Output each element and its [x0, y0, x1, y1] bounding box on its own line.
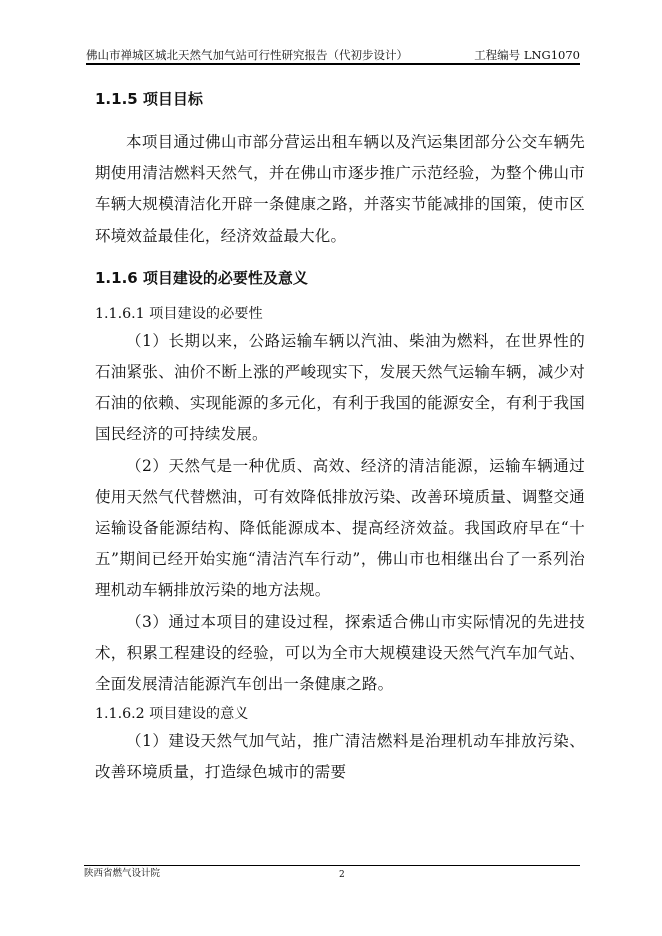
- paragraph-necessity-2: （2）天然气是一种优质、高效、经济的清洁能源，运输车辆通过使用天然气代替燃油，可有效降低排放污染、改善环境质量、调整交通运输设备能源结构、降低能源成本、提高经济效益。我国政府早在“十五”期间已经开始实施“清洁汽车行动”，佛山市也相继出台了一系列治理机动车辆排放污染的地方法规。: [95, 456, 585, 600]
- page-body: [95, 86, 585, 789]
- heading-1-1-6: 1.1.6 项目建设的必要性及意义: [95, 268, 308, 287]
- paragraph-project-goal: 本项目通过佛山市部分营运出租车辆以及汽运集团部分公交车辆先期使用清洁燃料天然气，并在佛山市逐步推广示范经验，为整个佛山市车辆大规模清洁化开辟一条健康之路，并落实节能减排的国策，使市区环境效益最佳化，经济效益最大化。: [95, 133, 585, 245]
- heading-1-1-6-1: 1.1.6.1 项目建设的必要性: [95, 305, 263, 322]
- document-title: 佛山市禅城区城北天然气加气站可行性研究报告（代初步设计）: [86, 48, 408, 62]
- page-number: 2: [339, 870, 345, 880]
- paragraph-significance-1: （1）建设天然气加气站，推广清洁燃料是治理机动车排放污染、改善环境质量，打造绿色城市的需要: [95, 732, 585, 782]
- paragraph-necessity-1: （1）长期以来，公路运输车辆以汽油、柴油为燃料，在世界性的石油紧张、油价不断上涨的严峻现实下，发展天然气运输车辆，减少对石油的依赖、实现能源的多元化，有利于我国的能源安全，有利于我国国民经济的可持续发展。: [95, 331, 585, 444]
- heading-1-1-6-2: 1.1.6.2 项目建设的意义: [95, 706, 249, 723]
- project-number: 工程编号 LNG1070: [474, 48, 580, 62]
- page-header: [86, 45, 580, 65]
- page-footer: [84, 865, 580, 880]
- footer-organization: 陕西省燃气设计院: [84, 868, 161, 879]
- heading-1-1-5: 1.1.5 项目目标: [95, 90, 203, 108]
- paragraph-necessity-3: （3）通过本项目的建设过程，探索适合佛山市实际情况的先进技术，积累工程建设的经验，可以为全市大规模建设天然气汽车加气站、全面发展清洁能源汽车创出一条健康之路。: [95, 612, 585, 694]
